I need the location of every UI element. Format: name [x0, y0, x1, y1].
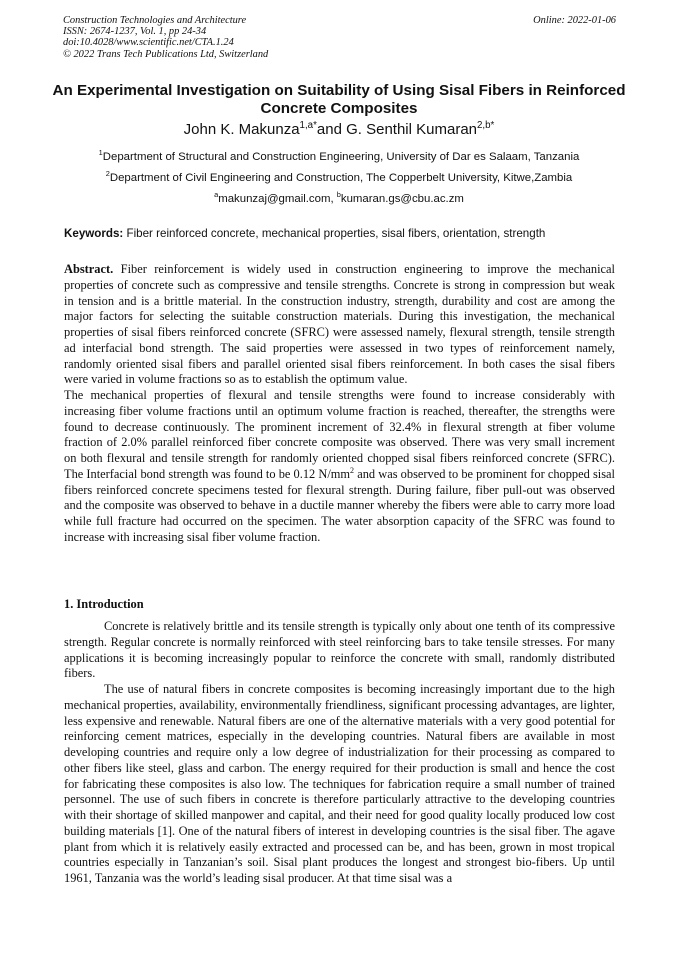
aff-sup: 1 [98, 148, 103, 158]
journal-name: Construction Technologies and Architecture [63, 15, 247, 26]
intro-p2: The use of natural fibers in concrete composites is becoming increasingly important due to the high mechanical properties, availability, environmentally friendliness, significant processing advantages, are lighter, less expensive and renewable. Natural fibers are one of the alternative materials with a very good potential for reinforcing cement matrices, especially in the developing countries. Natural fibers are available in most developing countries and require only a low degree of industrialization for their processing as compared to other fibers like steel, glass and carbon. The energy required for their production is small and hence the cost for fabricating these composites is also low. The techniques for fabrication require a small number of trained personnel. The use of such fibers in concrete is therefore particularly attractive to the developing countries with their shortage of skilled manpower and capital, and their need for good quality locally produced low cost building materials [1]. One of the natural fibers of interest in developing countries is the sisal fiber. The agave plant from which it is relatively easily extracted and processed can be, and has been, grown in most tropical countries especially in Tanzanian’s soil. Sisal plant produces the longest and strongest bio-fibers. Up until 1961, Tanzania was the world’s leading sisal producer. At that time sisal was a [64, 682, 615, 885]
abstract-p1 [64, 262, 615, 388]
author-2-sup: 2,b* [477, 120, 495, 131]
aff-sup: 2 [105, 169, 110, 179]
email-b[interactable]: kumaran.gs@cbu.ac.zm [340, 193, 464, 205]
aff-text: Department of Structural and Construction Engineering, University of Dar es Salaam, Tanzania [102, 151, 580, 163]
journal-header [63, 15, 268, 60]
keywords-label: Keywords: [64, 227, 124, 240]
abstract-label: Abstract. [64, 262, 114, 276]
keywords [64, 227, 545, 240]
email-sup: a [214, 190, 219, 200]
intro-p1: Concrete is relatively brittle and its tensile strength is typically only about one tenth of its compressive strength. Regular concrete is normally reinforced with steel reinforcing bars to take tensile stresses. For many applications it is becoming increasingly popular to reinforce the concrete with small, randomly distributed fibers. [64, 619, 615, 681]
affiliation-2 [30, 169, 648, 184]
section-heading: 1. Introduction [64, 597, 144, 611]
superscript: 2 [350, 465, 355, 475]
authors [40, 121, 638, 138]
author-2: and G. Senthil Kumaran [316, 121, 477, 138]
author-1: John K. Makunza [183, 121, 300, 138]
emails [30, 190, 648, 205]
issn: ISSN: 2674-1237, Vol. 1, pp 24-34 [63, 26, 207, 38]
email-sup: b [336, 190, 341, 200]
paper-title: An Experimental Investigation on Suitability of Using Sisal Fibers in Reinforced Concrete Composites [52, 82, 626, 117]
abstract-p2 [64, 388, 615, 546]
email-a[interactable]: makunzaj@gmail.com, [218, 193, 337, 205]
abstract [64, 262, 615, 546]
affiliation-1 [30, 148, 648, 163]
abstract-text: Fiber reinforcement is widely used in construction engineering to improve the mechanical properties of concrete such as compressive and tensile strengths. Concrete is strong in compression but weak in tension and is a brittle material. In the construction industry, strength, durability and cost are among the major factors for selecting the suitable construction materials. During this investigation, the mechanical properties of sisal fibers reinforced concrete (SFRC) were assessed namely, flexural strength, tensile strength ad interfacial bond strength. The said properties were assessed in two types of reinforcement namely, randomly oriented sisal fibers and parallel oriented sisal fibers reinforcement. In both cases the sisal fibers were varied in volume fractions so as to establish the optimum value. [64, 262, 615, 387]
abstract-text: The mechanical properties of flexural and tensile strengths were found to increase considerably with increasing fiber volume fractions until an optimum volume fraction is reached, thereafter, the strengths were found to decrease continuously. The prominent increment of 32.4% in flexural strength at fiber volume fraction of 2.0% parallel reinforced fiber concrete composite was observed. There was very small increment on both flexural and tensile strength for randomly oriented chopped sisal fibers reinforced concrete (SFRC). The Interfacial bond strength was found to be 0.12 N/mm [64, 388, 615, 481]
author-1-sup: 1,a* [299, 120, 317, 131]
copyright: © 2022 Trans Tech Publications Ltd, Switzerland [63, 48, 269, 60]
doi: doi:10.4028/www.scientific.net/CTA.1.24 [63, 37, 234, 49]
aff-text: Department of Civil Engineering and Construction, The Copperbelt University, Kitwe,Zambia [109, 172, 573, 184]
online-date: Online: 2022-01-06 [533, 15, 616, 26]
abstract-text: and was observed to be prominent for chopped sisal fibers reinforced concrete specimens tested for flexural strength. During failure, fiber pull-out was observed and the composite was observed to behave in a ductile manner whereby the fibers were able to carry more load while full fracture had occurred on the specimen. The water absorption capacity of the SFRC was found to increase with increasing sisal fiber volume fraction. [64, 466, 615, 544]
introduction [64, 619, 615, 887]
keywords-text: Fiber reinforced concrete, mechanical properties, sisal fibers, orientation, strength [123, 227, 546, 240]
